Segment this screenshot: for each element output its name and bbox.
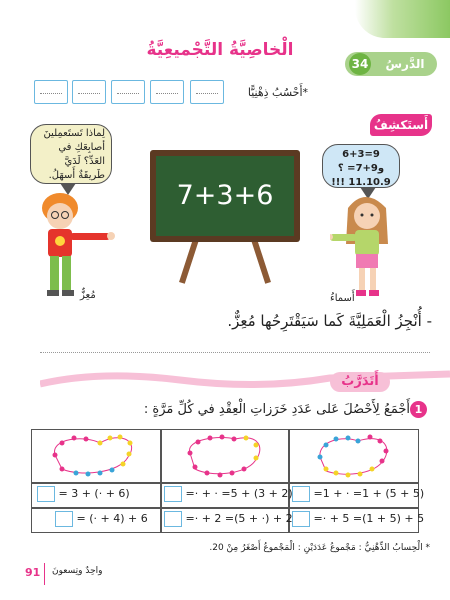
mental-calc-box[interactable] [190, 80, 224, 104]
girl-bubble-line2: !!! 11.10.9 [331, 177, 391, 188]
equation-text: =· + 5 =(1 + 5) + 5 [313, 512, 425, 525]
table-divider [31, 507, 419, 509]
equation-text: = (· + 4) + 6 [76, 512, 148, 525]
girl-bubble-line1: 6+3=9 و9+7= ؟ [337, 149, 385, 174]
answer-box[interactable] [55, 511, 73, 527]
page-divider [44, 563, 45, 585]
necklace-image [170, 433, 280, 479]
boy-illustration [10, 186, 120, 306]
lesson-label: الدَّرسُ [385, 57, 425, 71]
equation-cell [164, 511, 293, 527]
lesson-number: 34 [349, 53, 371, 75]
task-instruction: - أُنْجِزُ الْعَمَلِيَّةَ كَما سَيَقْتَرِحُها مُعِزٌّ. [227, 312, 432, 330]
boy-speech-bubble: لِماذا تَستَعمِلينَ أصابِعَكِ في العَدِّ؟ لَدَيَّ طَريقَةٌ أَسهَلُ. [30, 124, 112, 184]
answer-line[interactable] [40, 352, 430, 353]
table-divider [31, 482, 419, 484]
page-number: 91 [25, 566, 41, 579]
easel-leg [251, 238, 271, 284]
explore-label: أَستَكشِفُ [370, 114, 432, 136]
page-title: الْخاصِيَّةُ التَّجْميعِيَّةُ [146, 40, 294, 60]
girl-speech-bubble [322, 144, 400, 188]
exercise-number: 1 [410, 401, 427, 418]
equation-cell [292, 511, 424, 527]
table-divider [160, 429, 162, 533]
chalkboard: 7+3+6 [156, 156, 294, 236]
necklace-image [298, 433, 408, 479]
equation-text: =1 + · =1 + (5 + 5) [313, 487, 425, 500]
mental-calc-label: أَحْسُبُ ذِهْنِيًّا* [247, 86, 308, 99]
page-number-words: واحِدٌ وتِسعونَ [52, 566, 103, 576]
equation-cell [164, 486, 293, 502]
answer-box[interactable] [292, 511, 310, 527]
necklace-image [40, 433, 150, 479]
equation-text: =· + · =5 + (3 + 2) [185, 487, 293, 500]
equation-cell [37, 486, 130, 502]
mental-calc-box[interactable] [150, 80, 184, 104]
equation-text: =· + 2 =(5 + ·) + 2 [185, 512, 293, 525]
answer-box[interactable] [164, 511, 182, 527]
mental-calc-box[interactable] [34, 80, 68, 104]
corner-decoration [355, 0, 450, 38]
mental-calc-box[interactable] [111, 80, 145, 104]
boy-name: مُعِزٌّ [80, 290, 96, 301]
practice-label: أَتَدَرَّبُ [330, 372, 390, 392]
mental-calc-box[interactable] [72, 80, 106, 104]
footnote: * الْحِسابُ الذِّهْنِيُّ : مَجْموعُ عَدَدَيْنِ : الْمَجْموعُ أَصْغَرُ مِنْ 20. [209, 543, 430, 553]
equation-text: = 3 + (· + 6) [58, 487, 130, 500]
answer-box[interactable] [164, 486, 182, 502]
equation-cell [292, 486, 424, 502]
girl-illustration [330, 186, 420, 306]
easel-leg [179, 238, 199, 284]
girl-name: أَسماءُ [330, 293, 355, 304]
answer-box[interactable] [292, 486, 310, 502]
answer-box[interactable] [37, 486, 55, 502]
equation-cell [55, 511, 148, 527]
exercise-text: أَجْمَعُ لِأَحْصُلَ عَلى عَدَدِ خَرَزاتِ الْعِقْدِ في كُلِّ مَرَّةٍ : [143, 402, 410, 417]
